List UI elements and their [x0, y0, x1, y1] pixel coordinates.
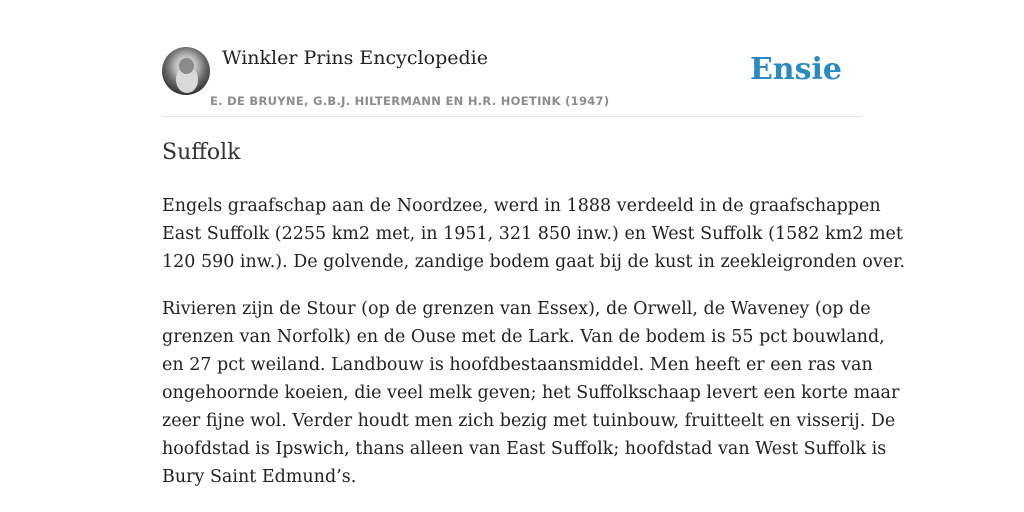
avatar-face-shape: [179, 58, 194, 74]
ensie-logo[interactable]: Ensie: [749, 52, 842, 87]
paragraph-line: ongehoornde koeien, die veel melk geven; het Suffolkschaap levert een korte maar: [162, 383, 900, 403]
paragraph-line: Rivieren zijn de Stour (op de grenzen van Essex), de Orwell, de Waveney (op de: [162, 299, 871, 319]
page-header: [162, 44, 862, 117]
paragraph-line: en 27 pct weiland. Landbouw is hoofdbestaansmiddel. Men heeft er een ras van: [162, 355, 873, 375]
paragraph-line: 120 590 inw.). De golvende, zandige bodem gaat bij de kust in zeekleigronden over.: [162, 252, 906, 272]
article-paragraph: [162, 192, 906, 276]
author-avatar: [162, 47, 210, 95]
site-title[interactable]: Winkler Prins Encyclopedie: [222, 47, 488, 69]
paragraph-line: grenzen van Norfolk) en de Ouse met de Lark. Van de bodem is 55 pct bouwland,: [162, 327, 885, 347]
article-title: Suffolk: [162, 140, 241, 165]
article-paragraph: [162, 295, 900, 491]
paragraph-line: Bury Saint Edmund’s.: [162, 467, 357, 487]
authors-subtitle: E. DE BRUYNE, G.B.J. HILTERMANN EN H.R. HOETINK (1947): [210, 94, 610, 108]
paragraph-line: East Suffolk (2255 km2 met, in 1951, 321 850 inw.) en West Suffolk (1582 km2 met: [162, 224, 903, 244]
paragraph-line: Engels graafschap aan de Noordzee, werd in 1888 verdeeld in de graafschappen: [162, 196, 881, 216]
paragraph-line: hoofdstad is Ipswich, thans alleen van East Suffolk; hoofdstad van West Suffolk is: [162, 439, 887, 459]
paragraph-line: zeer fijne wol. Verder houdt men zich bezig met tuinbouw, fruitteelt en visserij. De: [162, 411, 896, 431]
